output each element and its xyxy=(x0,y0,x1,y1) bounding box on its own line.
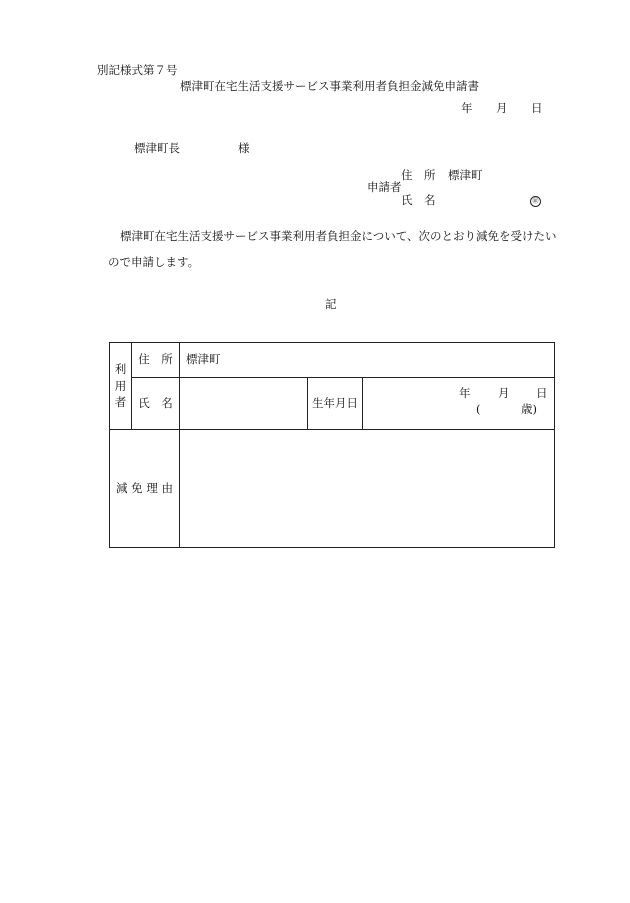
seal-stamp-icon: ㊞ xyxy=(530,196,541,207)
applicant-label: 申請者 xyxy=(367,180,402,194)
date-day-label: 日 xyxy=(531,101,543,115)
reason-label-cell xyxy=(110,430,180,548)
user-label-char: 利 xyxy=(114,361,127,376)
body-text-line-2: ので申請します。 xyxy=(108,255,200,269)
addressee-name: 標津町長 xyxy=(134,141,180,155)
dob-label-cell xyxy=(308,378,363,430)
date-month-label: 月 xyxy=(496,101,508,115)
age-close-label: 歳) xyxy=(521,402,537,416)
dob-year-label: 年 xyxy=(459,386,471,400)
form-number: 別記様式第７号 xyxy=(97,63,178,77)
table-address-value: 標津町 xyxy=(186,352,221,367)
addressee-honorific: 様 xyxy=(238,141,250,155)
user-label-char: 用 xyxy=(114,378,127,393)
address-row xyxy=(110,343,555,378)
applicant-name-label: 氏 名 xyxy=(401,193,436,207)
ki-heading: 記 xyxy=(325,297,337,311)
dob-month-label: 月 xyxy=(498,386,510,400)
user-label xyxy=(115,361,127,411)
body-text-line-1: 標津町在宅生活支援サービス事業利用者負担金について、次のとおり減免を受けたい xyxy=(120,229,557,243)
reason-value-cell[interactable] xyxy=(180,430,555,548)
reason-label: 減 免 理 由 xyxy=(116,480,173,495)
application-table xyxy=(109,342,555,548)
reason-row xyxy=(110,430,555,548)
name-row xyxy=(110,378,555,430)
table-dob-label: 生年月日 xyxy=(312,395,358,410)
user-label-char: 者 xyxy=(114,395,127,410)
age-open-paren: ( xyxy=(476,402,481,416)
table-name-label: 氏 名 xyxy=(138,395,173,410)
applicant-address-label: 住 所 xyxy=(401,168,436,182)
address-value-cell[interactable] xyxy=(180,343,555,378)
document-title: 標津町在宅生活支援サービス事業利用者負担金減免申請書 xyxy=(180,79,479,93)
dob-day-label: 日 xyxy=(536,386,548,400)
name-value-cell[interactable] xyxy=(180,378,308,430)
applicant-address-value[interactable]: 標津町 xyxy=(448,168,483,182)
dob-value-cell[interactable] xyxy=(363,378,555,430)
table-address-label: 住 所 xyxy=(138,352,173,367)
name-label-cell xyxy=(132,378,180,430)
address-label-cell xyxy=(132,343,180,378)
user-label-cell xyxy=(110,343,132,430)
date-year-label: 年 xyxy=(461,101,473,115)
